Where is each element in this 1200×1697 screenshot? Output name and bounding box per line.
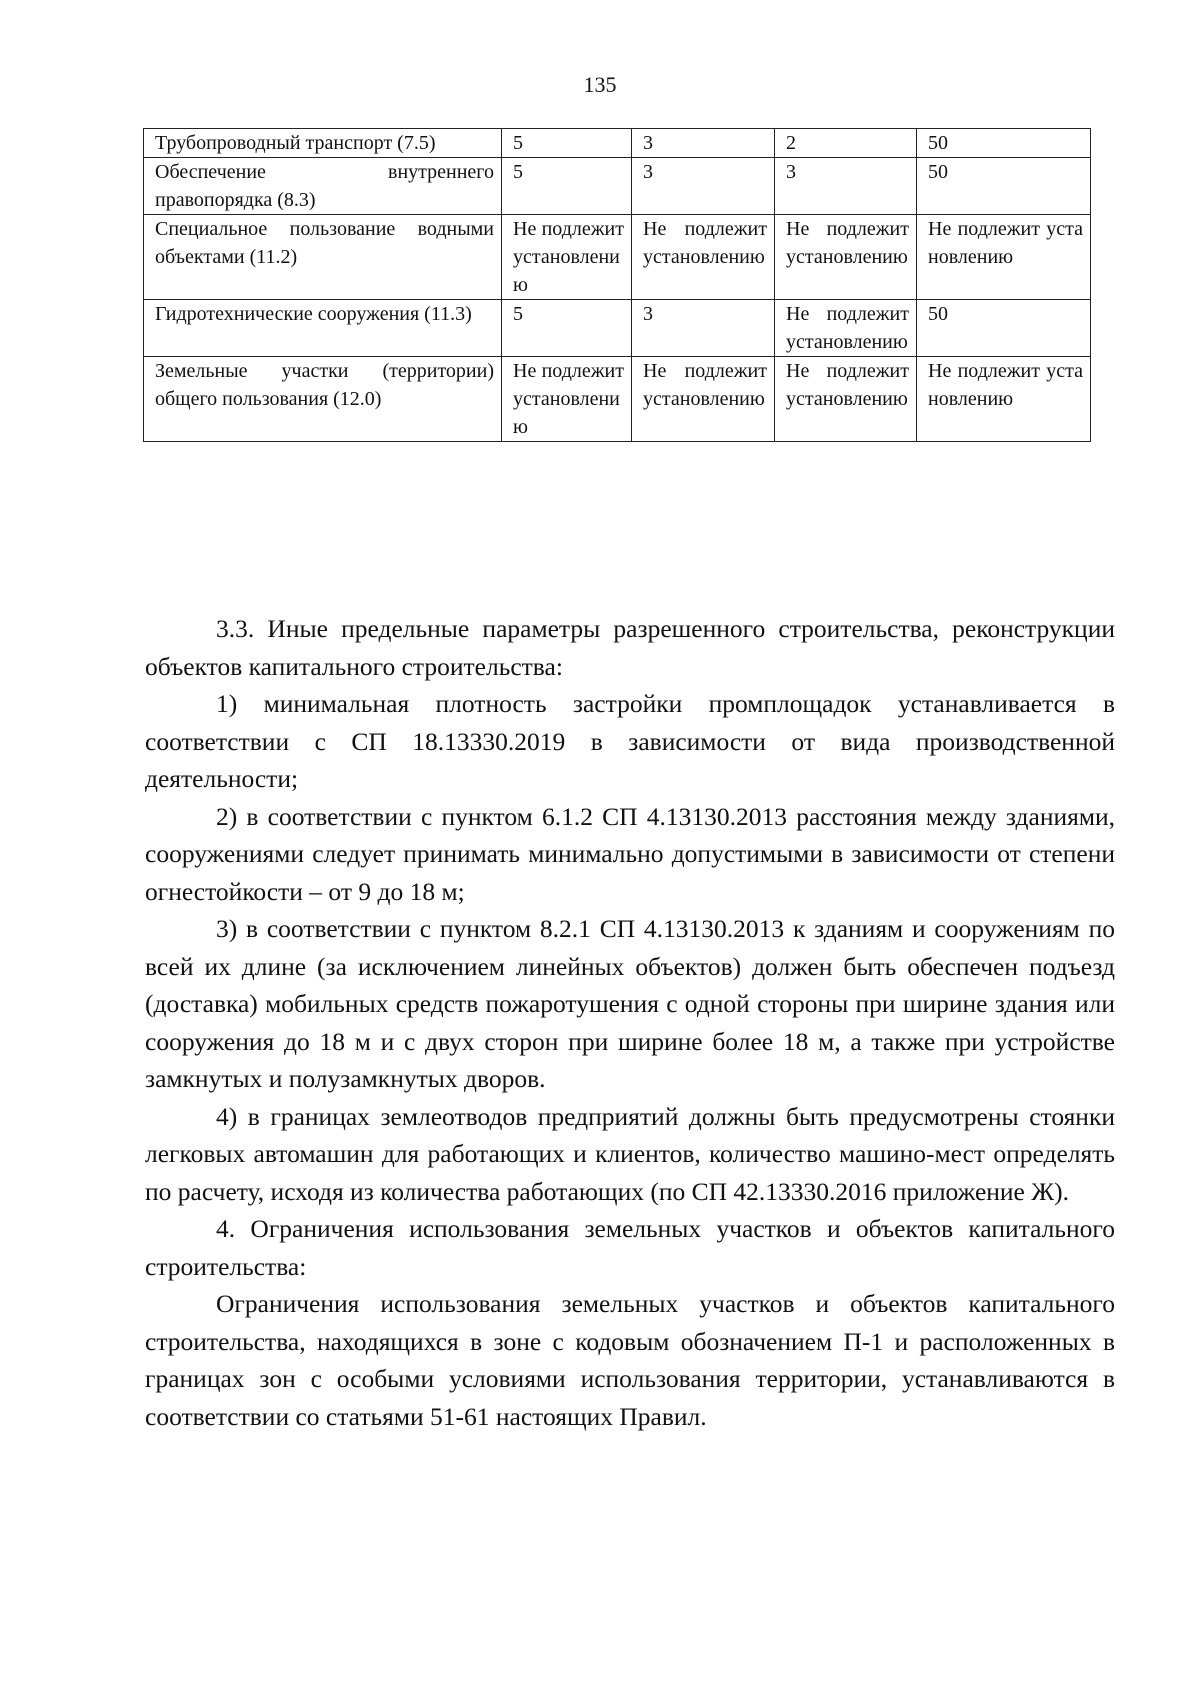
parameters-table (143, 128, 1091, 442)
table-cell-use-type: Трубопроводный транспорт (7.5) (144, 129, 502, 158)
table-cell: 50 (917, 158, 1091, 215)
paragraph-restrictions: Ограничения использования земельных участков и объектов капитального строительства, находящихся в зоне с кодовым обозначением П-1 и расположенных в границах зон с особыми условиями использования территории, устанавливаются в соответствии со статьями 51-61 настоящих Правил. (145, 1289, 1115, 1431)
paragraph-item-2: 2) в соответствии с пунктом 6.1.2 СП 4.13130.2013 расстояния между зданиями, сооружениями следует принимать минимально допустимыми в зависимости от степени огнестойкости – от 9 до 18 м; (145, 801, 1115, 906)
table-cell-use-type: Обеспечение внутреннего правопорядка (8.3) (144, 158, 502, 215)
table-cell: 5 (502, 129, 632, 158)
paragraph-3-3-heading: 3.3. Иные предельные параметры разрешенного строительства, реконструкции объектов капитального строительства: (145, 614, 1115, 681)
table-cell: Не подлежит установлению (917, 215, 1091, 300)
table-cell: Не подлежит установлению (775, 300, 917, 357)
table-row (144, 357, 1091, 442)
table-cell: Не подлежит установлению (775, 215, 917, 300)
table-cell: Не подлежит установлению (775, 357, 917, 442)
table-cell: Не подлежит установлению (502, 215, 632, 300)
paragraph-item-4: 4) в границах землеотводов предприятий должны быть предусмотрены стоянки легковых автомашин для работающих и клиентов, количество машино-мест определять по расчету, исходя из количества работающих (по СП 42.13330.2016 приложение Ж). (145, 1101, 1115, 1206)
paragraph-4-heading: 4. Ограничения использования земельных участков и объектов капитального строительства: (145, 1214, 1115, 1281)
table-cell-use-type: Специальное пользование водными объектами (11.2) (144, 215, 502, 300)
page-number: 135 (583, 72, 617, 97)
table-cell: 50 (917, 300, 1091, 357)
table-cell: 5 (502, 300, 632, 357)
table-cell: Не подлежит установлению (632, 357, 775, 442)
table-cell: 50 (917, 129, 1091, 158)
table-cell-use-type: Земельные участки (территории) общего пользования (12.0) (144, 357, 502, 442)
paragraph-item-1: 1) минимальная плотность застройки промплощадок устанавливается в соответствии с СП 18.13330.2019 в зависимости от вида производственной деятельности; (145, 689, 1115, 793)
table-cell: 3 (775, 158, 917, 215)
table-cell-use-type: Гидротехнические сооружения (11.3) (144, 300, 502, 357)
table-row (144, 129, 1091, 158)
table-cell: 5 (502, 158, 632, 215)
table-cell: Не подлежит установлению (632, 215, 775, 300)
table-row (144, 300, 1091, 357)
table-cell: Не подлежит установлению (502, 357, 632, 442)
body-text (145, 610, 1115, 1435)
table-cell: 2 (775, 129, 917, 158)
paragraph-item-3: 3) в соответствии с пунктом 8.2.1 СП 4.13130.2013 к зданиям и сооружениям по всей их длине (за исключением линейных объектов) должен быть обеспечен подъезд (доставка) мобильных средств пожаротушения с одной стороны при ширине здания или сооружения до 18 м и с двух сторон при ширине более 18 м, а также при устройстве замкнутых и полузамкнутых дворов. (145, 914, 1115, 1093)
table-cell: Не подлежит установлению (917, 357, 1091, 442)
table-cell: 3 (632, 300, 775, 357)
table-row (144, 158, 1091, 215)
table-row (144, 215, 1091, 300)
table-cell: 3 (632, 158, 775, 215)
table-cell: 3 (632, 129, 775, 158)
